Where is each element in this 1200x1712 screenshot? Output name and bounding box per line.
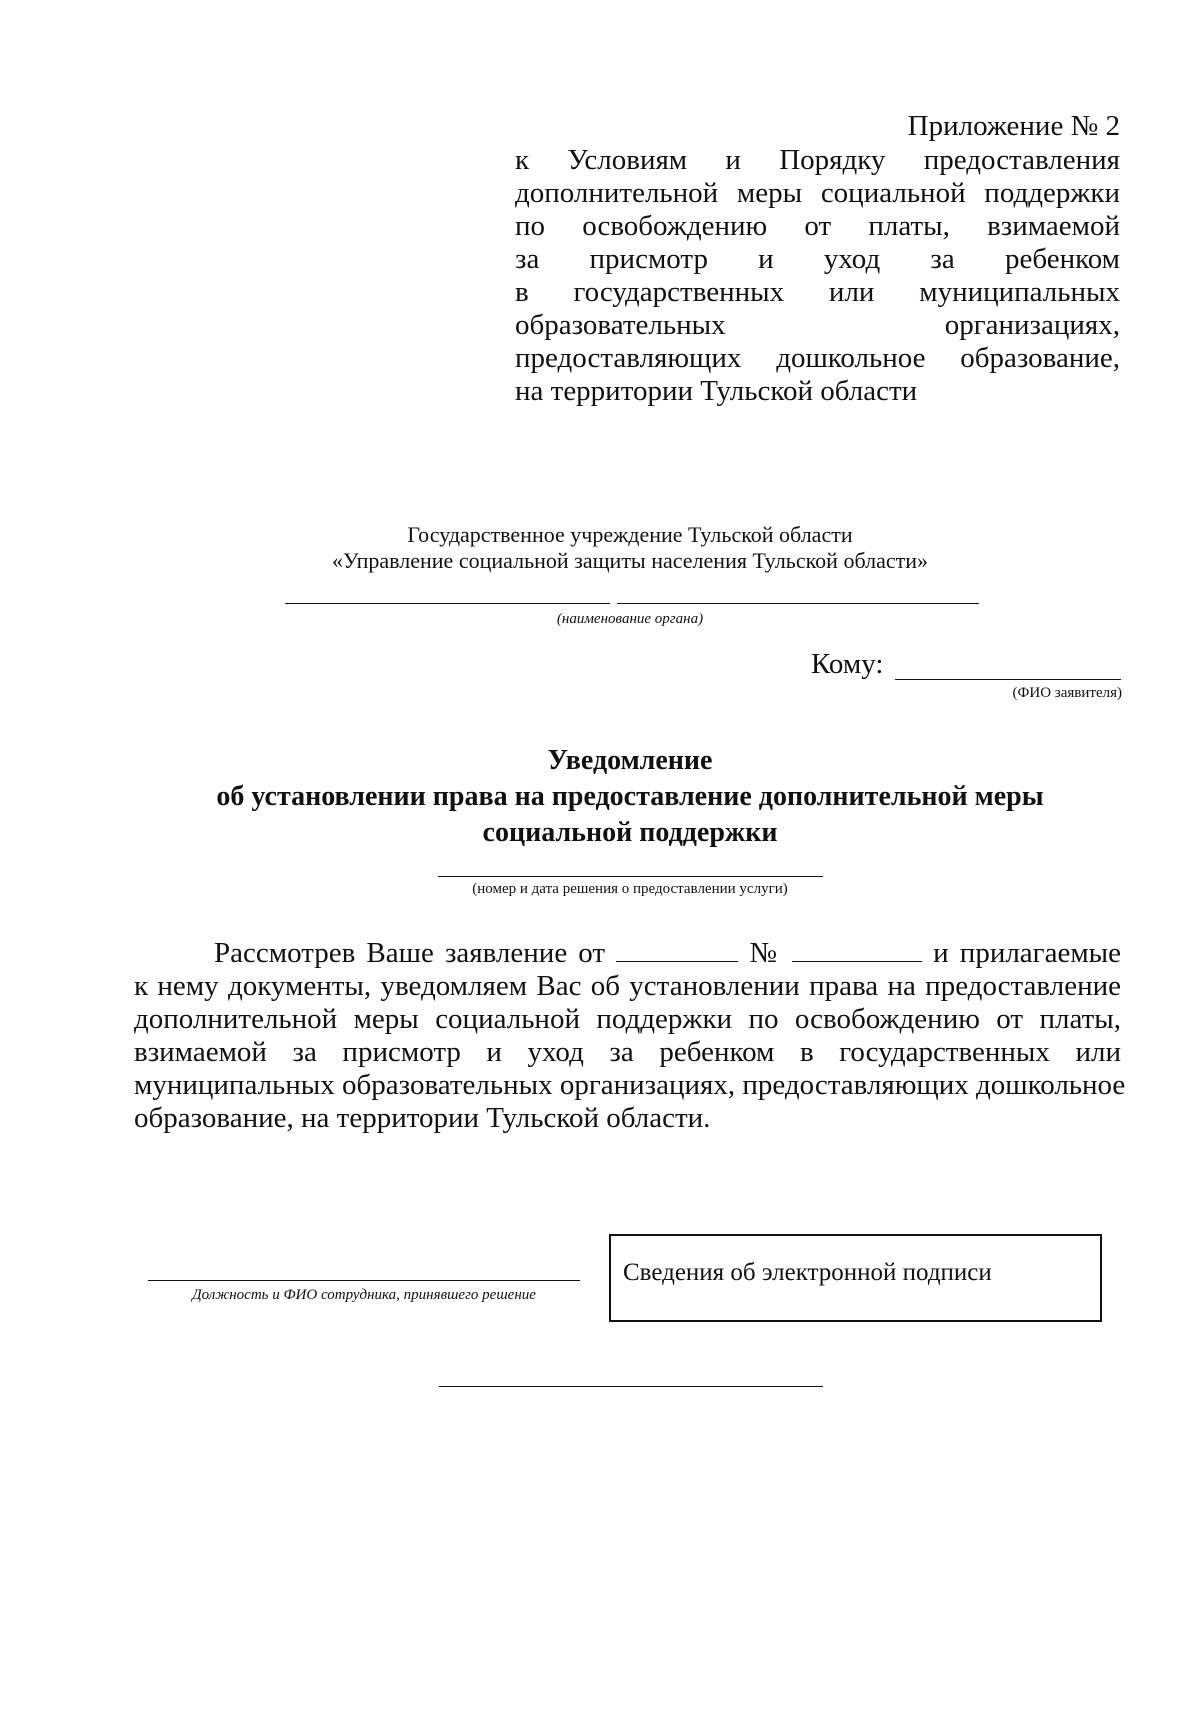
bottom-blank-line: [439, 1386, 823, 1387]
appendix-number: Приложение № 2: [907, 110, 1120, 142]
body-first-line: [134, 937, 1121, 970]
appendix-word: предоставления: [923, 144, 1120, 176]
signature-blank-line: [148, 1280, 580, 1281]
appendix-word: взимаемой: [987, 210, 1121, 242]
organization-name-line-1: Государственное учреждение Тульской области: [407, 522, 853, 547]
electronic-signature-label: Сведения об электронной подписи: [623, 1259, 992, 1286]
appendix-word: поддержки: [984, 177, 1121, 209]
appendix-word: за: [930, 243, 955, 275]
appendix-word: за: [515, 243, 540, 275]
appendix-word: образование,: [960, 342, 1120, 374]
appendix-word: социальной: [820, 177, 966, 209]
appendix-line: [515, 342, 1120, 375]
decision-blank-line: [438, 876, 823, 877]
notice-subtitle-line-1: об установлении права на предоставление дополнительной меры: [216, 781, 1044, 812]
organization-rule-left: [285, 603, 610, 604]
appendix-line: [515, 309, 1120, 342]
body-first-text-2: и прилагаемые: [933, 937, 1122, 969]
appendix-word: государственных: [573, 276, 785, 308]
appendix-word: платы,: [868, 210, 950, 242]
organization-rule-right: [617, 603, 979, 604]
appendix-word: к: [515, 144, 530, 176]
appendix-word: предоставляющих: [515, 342, 742, 374]
organization-caption: (наименование органа): [556, 611, 704, 627]
appendix-word: по: [515, 210, 546, 242]
recipient-label: Кому:: [811, 648, 884, 680]
electronic-signature-box: [609, 1234, 1102, 1322]
appendix-line: [515, 144, 1120, 177]
appendix-word: меры: [736, 177, 803, 209]
notice-body: [134, 937, 1126, 1135]
appendix-word: и: [725, 144, 741, 176]
appendix-word: дошкольное: [776, 342, 926, 374]
recipient-caption: (ФИО заявителя): [1012, 685, 1122, 701]
appendix-word: Порядку: [779, 144, 886, 176]
appendix-last-line: на территории Тульской области: [515, 375, 918, 407]
recipient-blank-line: [895, 679, 1121, 680]
appendix-word: или: [828, 276, 875, 308]
appendix-word: присмотр: [589, 243, 708, 275]
body-number-sign: №: [749, 937, 781, 969]
appendix-word: образовательных: [515, 309, 726, 341]
appendix-word: и: [758, 243, 774, 275]
appendix-line: [515, 243, 1120, 276]
body-line: взимаемой за присмотр и уход за ребенком в государственных или: [134, 1036, 1121, 1068]
signature-caption: Должность и ФИО сотрудника, принявшего решение: [192, 1287, 536, 1303]
appendix-word: уход: [823, 243, 881, 275]
appendix-word: от: [804, 210, 832, 242]
body-last-line: образование, на территории Тульской области.: [134, 1102, 711, 1134]
application-date-blank: [616, 939, 738, 962]
appendix-word: муниципальных: [919, 276, 1120, 308]
appendix-line: [515, 177, 1120, 210]
appendix-word: ребенком: [1004, 243, 1121, 275]
notice-subtitle-line-2: социальной поддержки: [482, 817, 778, 848]
appendix-word: освобождению: [582, 210, 768, 242]
body-first-text-1: Рассмотрев Ваше заявление от: [214, 937, 606, 969]
body-line: дополнительной меры социальной поддержки по освобождению от платы,: [134, 1003, 1121, 1035]
notice-title: Уведомление: [547, 745, 713, 776]
appendix-word: организациях,: [944, 309, 1120, 341]
decision-caption: (номер и дата решения о предоставлении услуги): [472, 881, 788, 897]
appendix-word: Условиям: [567, 144, 688, 176]
organization-name-line-2: «Управление социальной защиты населения Тульской области»: [331, 548, 928, 573]
body-line: к нему документы, уведомляем Вас об установлении права на предоставление: [134, 970, 1121, 1002]
appendix-line: [515, 276, 1120, 309]
application-number-blank: [792, 939, 922, 962]
body-line: муниципальных образовательных организациях, предоставляющих дошкольное: [134, 1069, 1126, 1101]
appendix-line: [515, 210, 1120, 243]
appendix-word: в: [515, 276, 529, 308]
appendix-text: [515, 144, 1120, 408]
appendix-word: дополнительной: [515, 177, 719, 209]
